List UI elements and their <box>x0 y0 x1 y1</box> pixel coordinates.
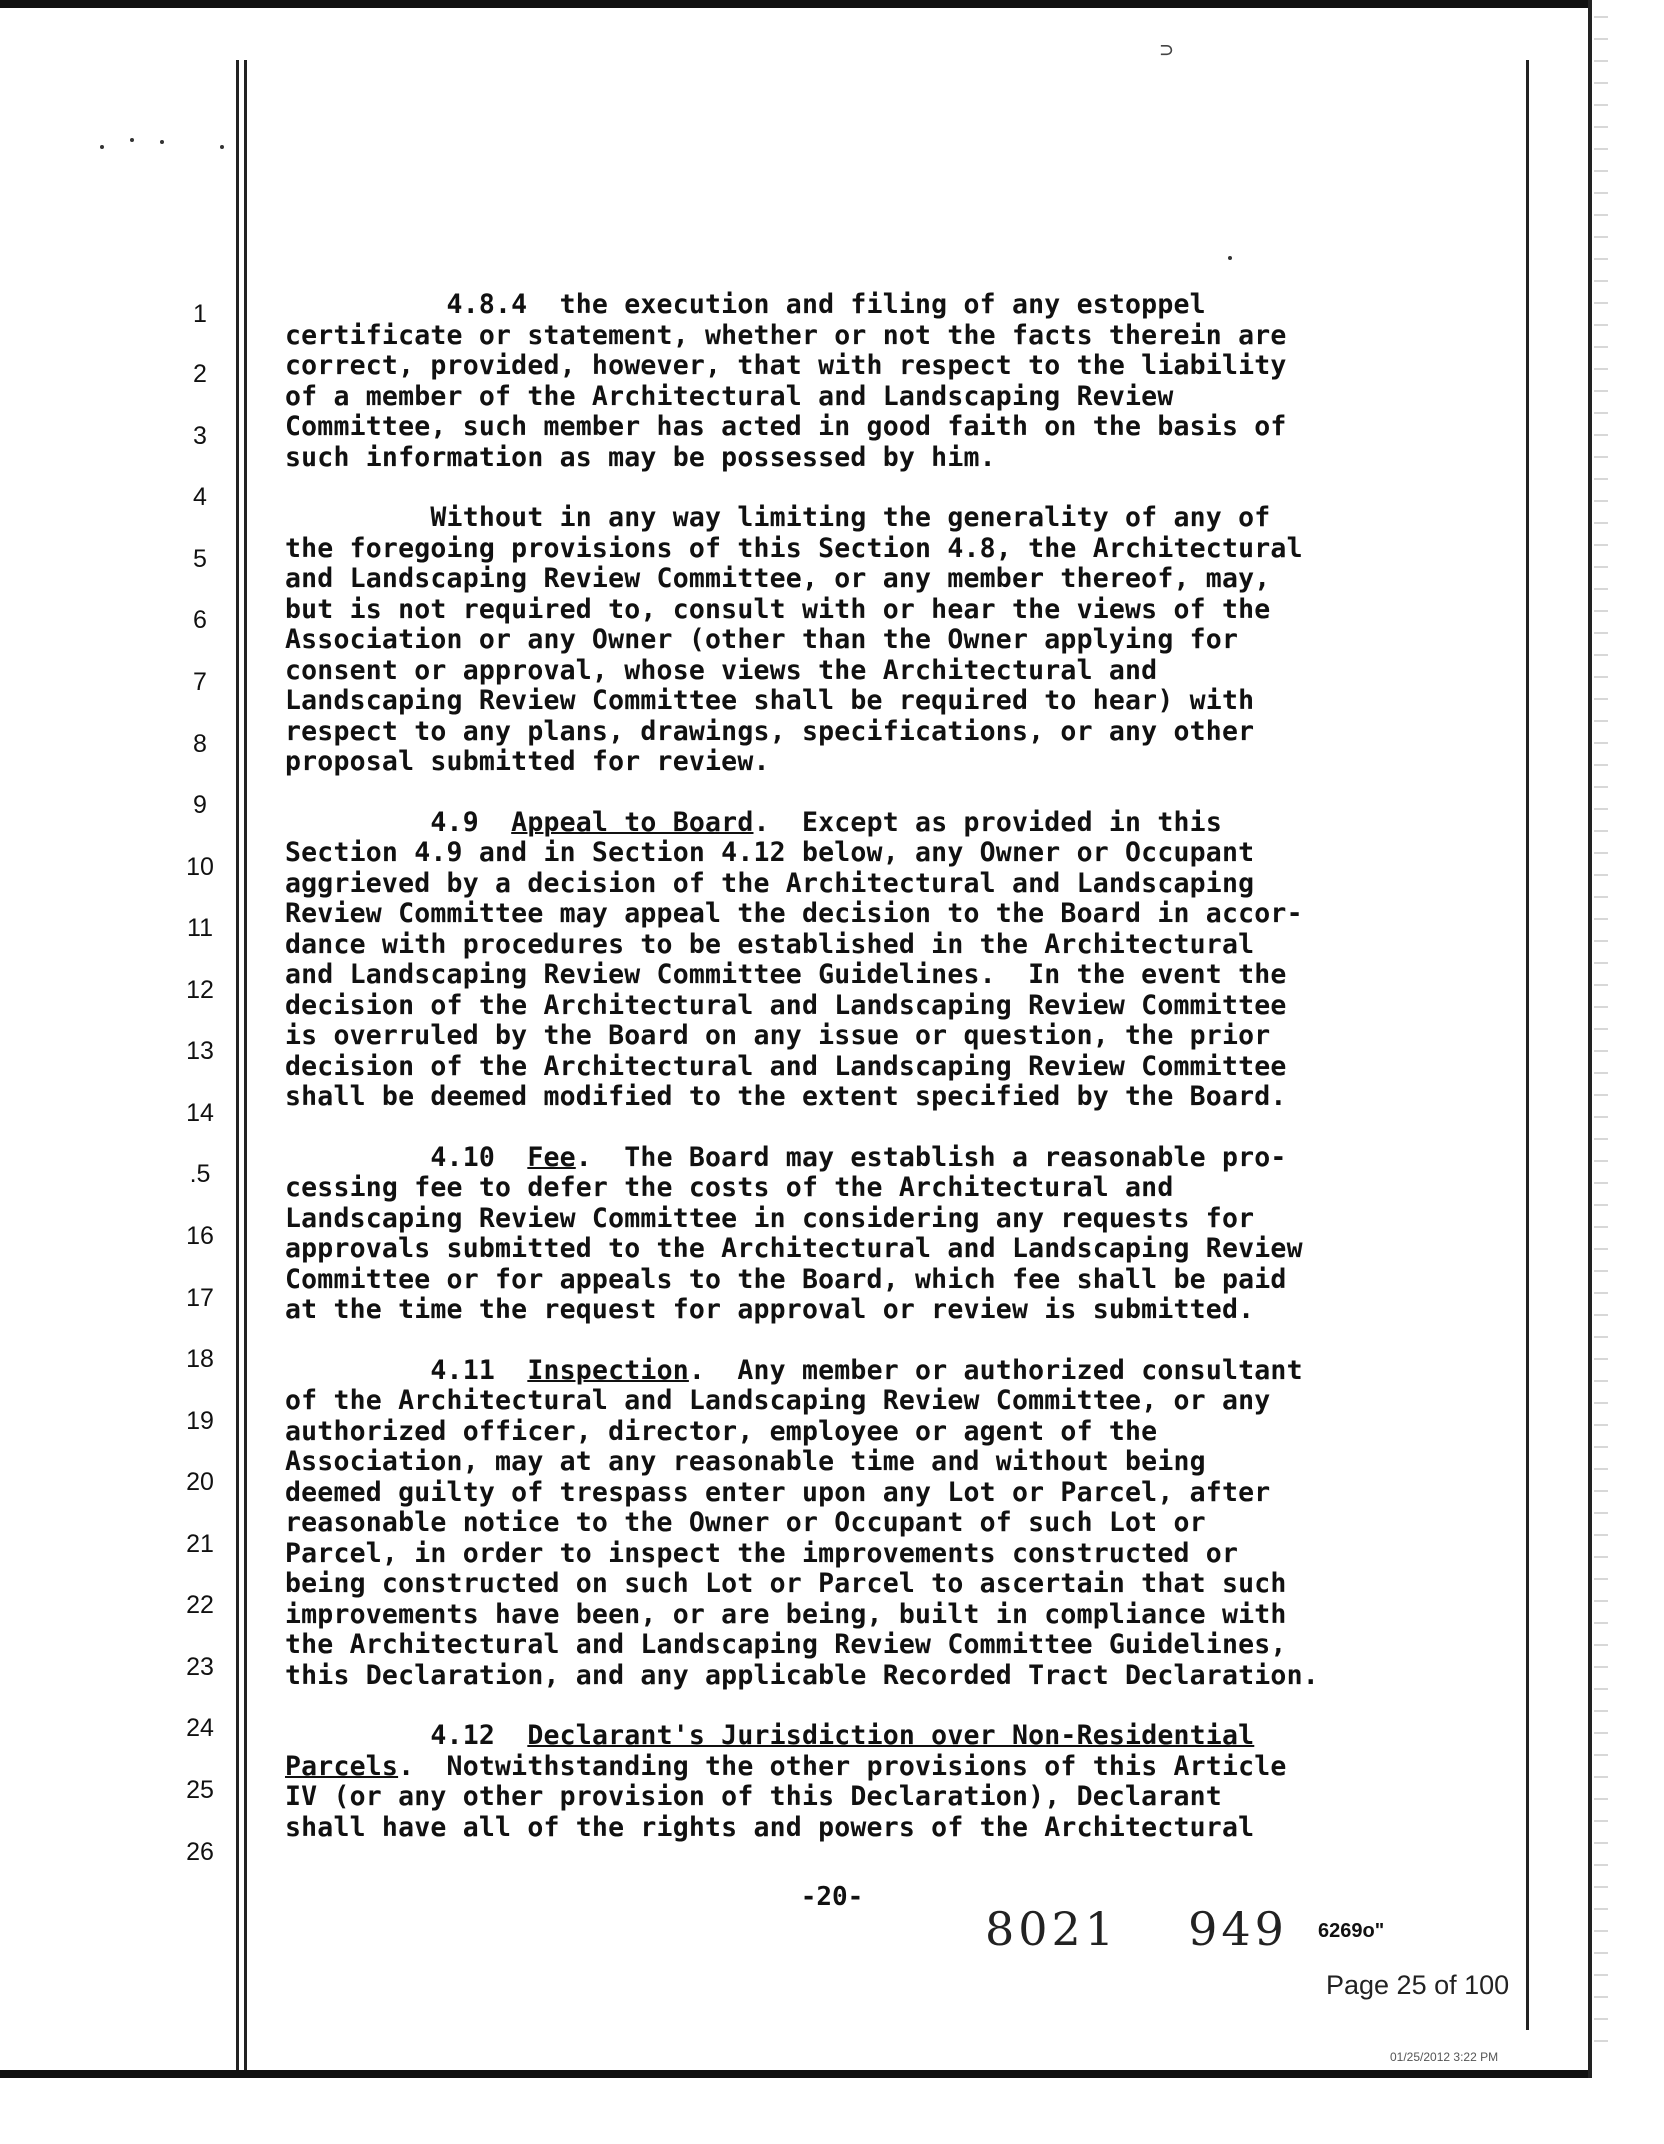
line-number: 14 <box>186 1099 214 1127</box>
fax-timestamp: 01/25/2012 3:22 PM <box>1390 2050 1499 2064</box>
section-heading-declarants-jurisdiction: Declarant's Jurisdiction over Non-Residential Parcels <box>285 1720 1255 1782</box>
line-number: 22 <box>186 1591 214 1619</box>
scan-edge-noise <box>1594 10 1608 2060</box>
left-margin-rule-inner <box>244 60 247 2070</box>
record-book: 8021 <box>985 1902 1119 1956</box>
line-number: 7 <box>193 668 207 696</box>
right-margin-rule <box>1526 60 1529 2030</box>
section-number: 4.9 <box>285 806 512 838</box>
line-number: 25 <box>186 1776 214 1804</box>
record-code: 6269o" <box>1318 1920 1385 1942</box>
scan-border-top <box>0 0 1590 8</box>
scan-speck <box>100 145 104 149</box>
scan-speck <box>1228 256 1232 260</box>
section-heading-appeal-to-board: Appeal to Board <box>511 806 754 838</box>
scan-speck <box>160 140 164 144</box>
paragraph-4-12-jurisdiction <box>285 1721 1515 1843</box>
line-number: 24 <box>186 1714 214 1742</box>
line-number: 21 <box>186 1530 214 1558</box>
page-count: Page 25 of 100 <box>1326 1970 1510 2000</box>
paragraph-text: . Except as provided in this Section 4.9 and in Section 4.12 below, any Owner or Occupant aggrieved by a decision of the Architectural and Landscaping Review Committee may appeal the decision to the Board in accor- dance with procedures to be established in the Architectural and Landscaping Review Committee Guidelines. In the event the decision of the Architectural and Landscaping Review Committee is overruled by the Board on any issue or question, the prior decision of the Architectural and Landscaping Review Committee shall be deemed modified to the extent specified by the Board. <box>285 806 1303 1112</box>
scan-border-bottom <box>0 2070 1590 2078</box>
paragraph-4-11-inspection <box>285 1356 1515 1692</box>
line-number: 5 <box>193 545 207 573</box>
line-number: 6 <box>193 606 207 634</box>
line-number: 12 <box>186 976 214 1004</box>
paragraph-4-9-appeal <box>285 808 1515 1113</box>
paragraph-text: . The Board may establish a reasonable pro- cessing fee to defer the costs of the Architectural and Landscaping Review Committee in considering any requests for approvals submitted to the Architectural and Landscaping Review Committee or for appeals to the Board, which fee shall be paid at the time the request for approval or review is submitted. <box>285 1141 1303 1325</box>
page-number: -20- <box>800 1882 864 1912</box>
line-number: 3 <box>193 422 207 450</box>
line-number: 16 <box>186 1222 214 1250</box>
paragraph-4-8-4: 4.8.4 the execution and filing of any estoppel certificate or statement, whether or not the facts therein are correct, provided, however, that with respect to the liability of a member of the Architectural and Landscaping Review Committee, such member has acted in good faith on the basis of such information as may be possessed by him. <box>285 289 1287 473</box>
line-number: 13 <box>186 1037 214 1065</box>
line-number: 19 <box>186 1407 214 1435</box>
recording-number <box>985 1902 1288 1956</box>
line-number: 17 <box>186 1284 214 1312</box>
line-number: 1 <box>193 300 207 328</box>
section-number: 4.10 <box>285 1141 528 1173</box>
line-number: 26 <box>186 1838 214 1866</box>
left-margin-rule <box>236 60 239 2070</box>
section-number: 4.12 <box>285 1720 528 1751</box>
line-number: 23 <box>186 1653 214 1681</box>
scan-speck <box>130 138 134 142</box>
scan-border-right <box>1588 0 1592 2078</box>
line-number: 4 <box>193 483 207 511</box>
paragraph-section-4-8-limitation: Without in any way limiting the generality of any of the foregoing provisions of this Section 4.8, the Architectural and Landscaping Review Committee, or any member thereof, may, but is not required to, consult with or hear the views of the Association or any Owner (other than the Owner applying for consent or approval, whose views the Architectural and Landscaping Review Committee shall be required to hear) with respect to any plans, drawings, specifications, or any other proposal submitted for review. <box>285 502 1303 777</box>
line-number: 9 <box>193 791 207 819</box>
paragraph-text: . Notwithstanding the other provisions of this Article IV (or any other provision of this Declaration), Declarant shall have all of the rights and powers of the Architectural <box>285 1750 1287 1843</box>
line-number: 8 <box>193 730 207 758</box>
section-heading-inspection: Inspection <box>527 1354 689 1386</box>
line-number: .5 <box>189 1160 211 1188</box>
scan-speck <box>220 145 224 149</box>
line-number: 10 <box>186 853 214 881</box>
document-body <box>285 290 1515 1843</box>
line-number: 11 <box>187 914 213 942</box>
section-heading-fee: Fee <box>527 1141 576 1173</box>
paragraph-4-10-fee <box>285 1143 1515 1326</box>
scan-mark: ⊃ <box>1160 38 1174 63</box>
record-page: 949 <box>1188 1902 1288 1956</box>
line-number: 18 <box>186 1345 214 1373</box>
paragraph-text: . Any member or authorized consultant of the Architectural and Landscaping Review Committee, or any authorized officer, director, employee or agent of the Association, may at any reasonable time and without being deemed guilty of trespass enter upon any Lot or Parcel, after reasonable notice to the Owner or Occupant of such Lot or Parcel, in order to inspect the improvements constructed or being constructed on such Lot or Parcel to ascertain that such improvements have been, or are being, built in compliance with the Architectural and Landscaping Review Committee Guidelines, this Declaration, and any applicable Recorded Tract Declaration. <box>285 1354 1319 1691</box>
line-number: 2 <box>193 360 207 388</box>
section-number: 4.11 <box>285 1354 528 1386</box>
line-number: 20 <box>186 1468 214 1496</box>
